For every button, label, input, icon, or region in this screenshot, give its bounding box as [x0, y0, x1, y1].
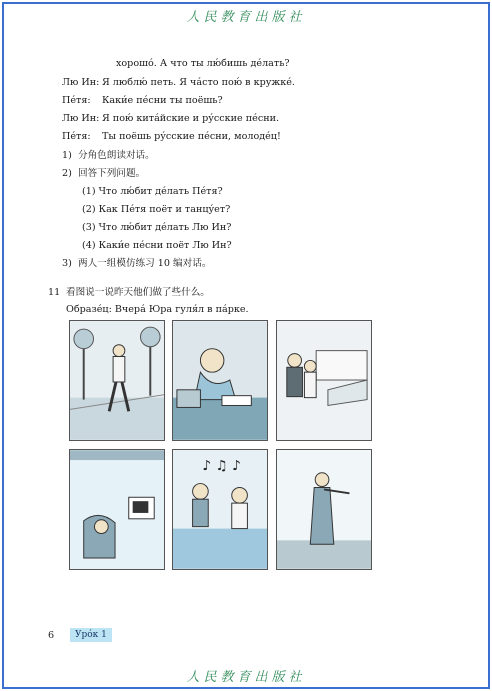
exercise-example: Образе́ц: Вчера́ Юра гуля́л в па́рке. — [66, 304, 249, 315]
task-number: 1) — [62, 150, 72, 161]
dialogue-line-1 — [116, 58, 290, 70]
page-number: 6 — [48, 630, 55, 641]
dialogue-text: Ты поёшь ру́сские пе́сни, молоде́ц! — [102, 131, 281, 142]
dialogue-text: хорошо́. А что ты лю́бишь де́лать? — [116, 58, 290, 69]
dialogue-speaker: Пе́тя: — [62, 95, 91, 106]
task-3 — [62, 258, 211, 270]
publisher-logo-bottom: 人民教育出版社 — [186, 670, 306, 685]
illustration-park-walk — [69, 320, 165, 441]
dialogue-line-3 — [62, 95, 223, 107]
task-2 — [62, 168, 145, 180]
illustration-violin-girl — [276, 449, 372, 570]
dialogue-speaker: Пе́тя: — [62, 131, 91, 142]
exercise-number: 11 — [48, 287, 61, 298]
dialogue-text: Я люблю́ петь. Я ча́сто пою́ в кружке́. — [102, 77, 295, 88]
task-1 — [62, 150, 155, 162]
lesson-badge: Уро́к 1 — [70, 628, 112, 642]
publisher-logo-top: 人民教育出版社 — [186, 10, 306, 25]
question-2: (2) Как Пе́тя поёт и танцу́ет? — [82, 204, 231, 215]
dialogue-text: Каки́е пе́сни ты поёшь? — [102, 95, 223, 106]
dialogue-line-5 — [62, 131, 281, 143]
illustration-music-friends — [172, 449, 268, 570]
dialogue-text: Я пою́ кита́йские и ру́сские пе́сни. — [102, 113, 280, 124]
svg-text:♪ ♫ ♪: ♪ ♫ ♪ — [202, 457, 241, 474]
question-3: (3) Что лю́бит де́лать Лю Ин? — [82, 222, 232, 233]
task-text: 回答下列问题。 — [78, 168, 146, 179]
exercise-instruction: 看图说一说昨天他们做了些什么。 — [66, 287, 210, 298]
illustration-grandparents-station — [276, 320, 372, 441]
task-text: 两人一组模仿练习 10 编对话。 — [78, 258, 212, 269]
illustration-grandpa-tv — [69, 449, 165, 570]
task-text: 分角色朗读对话。 — [78, 150, 155, 161]
dialogue-speaker: Лю Ин: — [62, 113, 100, 124]
dialogue-speaker: Лю Ин: — [62, 77, 100, 88]
illustration-boy-reading — [172, 320, 268, 441]
question-1: (1) Что лю́бит де́лать Пе́тя? — [82, 186, 223, 197]
task-number: 3) — [62, 258, 72, 269]
question-4: (4) Каки́е пе́сни поёт Лю Ин? — [82, 240, 232, 251]
dialogue-line-2 — [62, 77, 295, 89]
dialogue-line-4 — [62, 113, 279, 125]
task-number: 2) — [62, 168, 72, 179]
